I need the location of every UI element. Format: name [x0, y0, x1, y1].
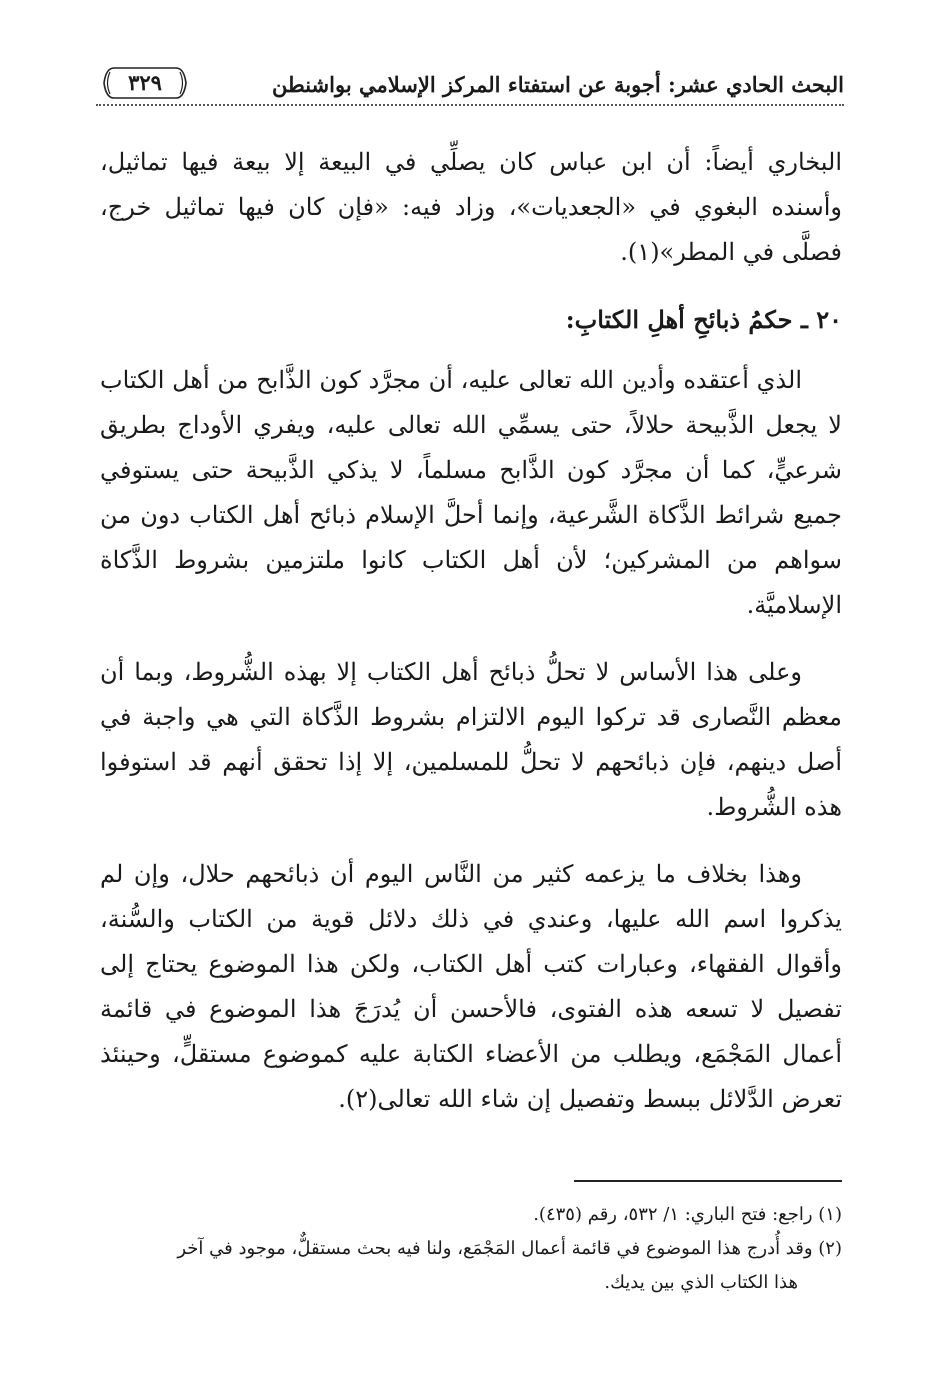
page-number: ٣٢٩ — [128, 70, 162, 95]
paragraph: البخاري أيضاً: أن ابن عباس كان يصلِّي في البيعة إلا بيعة فيها تماثيل، وأسنده البغوي في «الجعديات»، وزاد فيه: «فإن كان فيها تماثيل خرج، فصلَّى في المطر»(١). — [100, 148, 842, 266]
footnotes — [100, 1198, 842, 1300]
footnote-divider — [574, 1180, 842, 1182]
header-divider — [96, 104, 844, 106]
paragraph: وعلى هذا الأساس لا تحلُّ ذبائح أهل الكتاب إلا بهذه الشُّروط، وبما أن معظم النَّصارى قد تركوا اليوم الالتزام بشروط الذَّكاة التي هي واجبة في أصل دينهم، فإن ذبائحهم لا تحلُّ للمسلمين، إلا إذا تحقق أنهم قد استوفوا هذه الشُّروط. — [100, 658, 842, 821]
page-number-badge — [102, 64, 188, 102]
running-header-title: البحث الحادي عشر: أجوبة عن استفتاء المركز الإسلامي بواشنطن — [271, 72, 844, 97]
footnote-2-continuation: هذا الكتاب الذي بين يديك. — [604, 1272, 798, 1293]
footnote-2: (٢) وقد أُدرج هذا الموضوع في قائمة أعمال المَجْمَع، ولنا فيه بحث مستقلٌّ، موجود في آخر — [177, 1238, 842, 1259]
footnote-1: (١) راجع: فتح الباري: ١/ ٥٣٢، رقم (٤٣٥). — [533, 1204, 842, 1225]
section-heading: ٢٠ ـ حكمُ ذبائحِ أهلِ الكتابِ: — [565, 305, 842, 334]
paragraph: وهذا بخلاف ما يزعمه كثير من النَّاس اليوم أن ذبائحهم حلال، وإن لم يذكروا اسم الله عليها، وعندي في ذلك دلائل قوية من الكتاب والسُّنة، وأقوال الفقهاء، وعبارات كتب أهل الكتاب، ولكن هذا الموضوع يحتاج إلى تفصيل لا تسعه هذه الفتوى، فالأحسن أن يُدرَجَ هذا الموضوع في قائمة أعمال المَجْمَع، ويطلب من الأعضاء الكتابة عليه كموضوع مستقلٍّ، وحينئذ تعرض الدَّلائل ببسط وتفصيل إن شاء الله تعالى(٢). — [100, 860, 842, 1113]
main-text — [100, 140, 842, 1144]
paragraph: الذي أعتقده وأدين الله تعالى عليه، أن مجرَّد كون الذَّابح من أهل الكتاب لا يجعل الذَّبيحة حلالاً، حتى يسمِّي الله تعالى عليه، ويفري الأوداج بطريق شرعيٍّ، كما أن مجرَّد كون الذَّابح مسلماً، لا يذكي الذَّبيحة حتى يستوفي جميع شرائط الذَّكاة الشَّرعية، وإنما أحلَّ الإسلام ذبائح أهل الكتاب دون من سواهم من المشركين؛ لأن أهل الكتاب كانوا ملتزمين بشروط الذَّكاة الإسلاميَّة. — [100, 366, 843, 619]
